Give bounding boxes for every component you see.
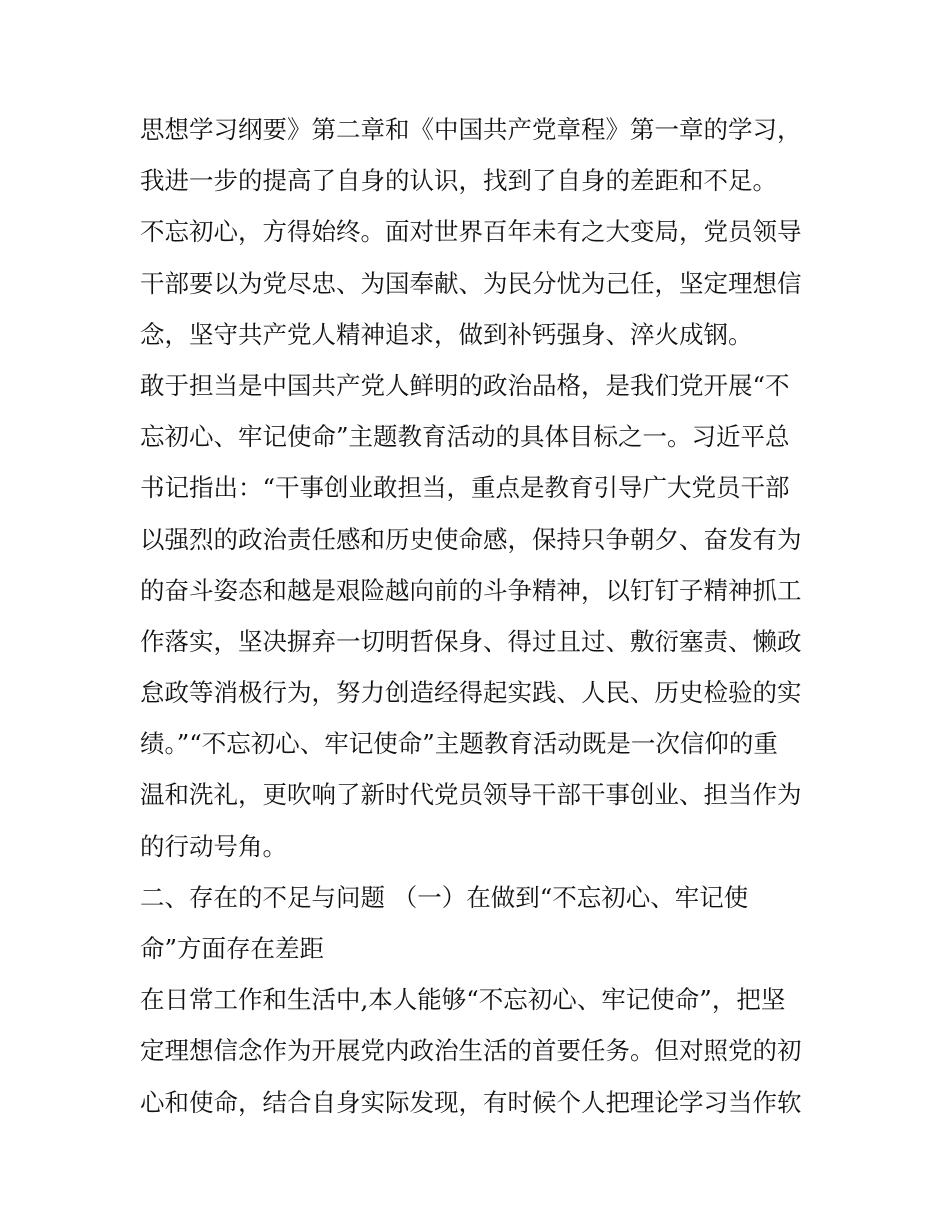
text-line: 我进一步的提高了自身的认识，找到了自身的差距和不足。 xyxy=(140,166,777,196)
text-line: 念，坚守共产党人精神追求，做到补钙强身、淬火成钢。 xyxy=(140,319,753,349)
text-line: 不忘初心，方得始终。面对世界百年未有之大变局，党员领导 xyxy=(140,217,802,247)
text-line: 温和洗礼，更吹响了新时代党员领导干部干事创业、担当作为 xyxy=(140,780,802,810)
text-line: 心和使命，结合自身实际发现，有时候个人把理论学习当作软 xyxy=(140,1087,802,1117)
section-heading-line: 二、存在的不足与问题 （一）在做到“不忘初心、牢记使 xyxy=(140,882,749,912)
text-line: 在日常工作和生活中,本人能够“不忘初心、牢记使命”，把坚 xyxy=(140,985,786,1015)
body-text xyxy=(140,104,820,1128)
text-line: 作落实，坚决摒弃一切明哲保身、得过且过、敷衍塞责、懒政 xyxy=(140,626,802,656)
text-line: 思想学习纲要》第二章和《中国共产党章程》第一章的学习， xyxy=(140,115,802,144)
text-line: 以强烈的政治责任感和历史使命感，保持只争朝夕、奋发有为 xyxy=(140,524,802,554)
text-line: 的奋斗姿态和越是艰险越向前的斗争精神，以钉钉子精神抓工 xyxy=(140,575,802,605)
text-line: 定理想信念作为开展党内政治生活的首要任务。但对照党的初 xyxy=(140,1036,802,1066)
text-line: 敢于担当是中国共产党人鲜明的政治品格，是我们党开展“不 xyxy=(140,370,790,400)
text-line: 书记指出：“干事创业敢担当，重点是教育引导广大党员干部 xyxy=(140,473,790,503)
text-line: 忘初心、牢记使命”主题教育活动的具体目标之一。习近平总 xyxy=(140,422,790,452)
text-line: 怠政等消极行为，努力创造经得起实践、人民、历史检验的实 xyxy=(140,678,802,708)
text-line: 干部要以为党尽忠、为国奉献、为民分忧为己任，坚定理想信 xyxy=(140,268,802,298)
section-heading-line: 命”方面存在差距 xyxy=(140,934,325,963)
text-line: 绩。”“不忘初心、牢记使命”主题教育活动既是一次信仰的重 xyxy=(140,729,778,759)
text-line: 的行动号角。 xyxy=(140,831,287,861)
